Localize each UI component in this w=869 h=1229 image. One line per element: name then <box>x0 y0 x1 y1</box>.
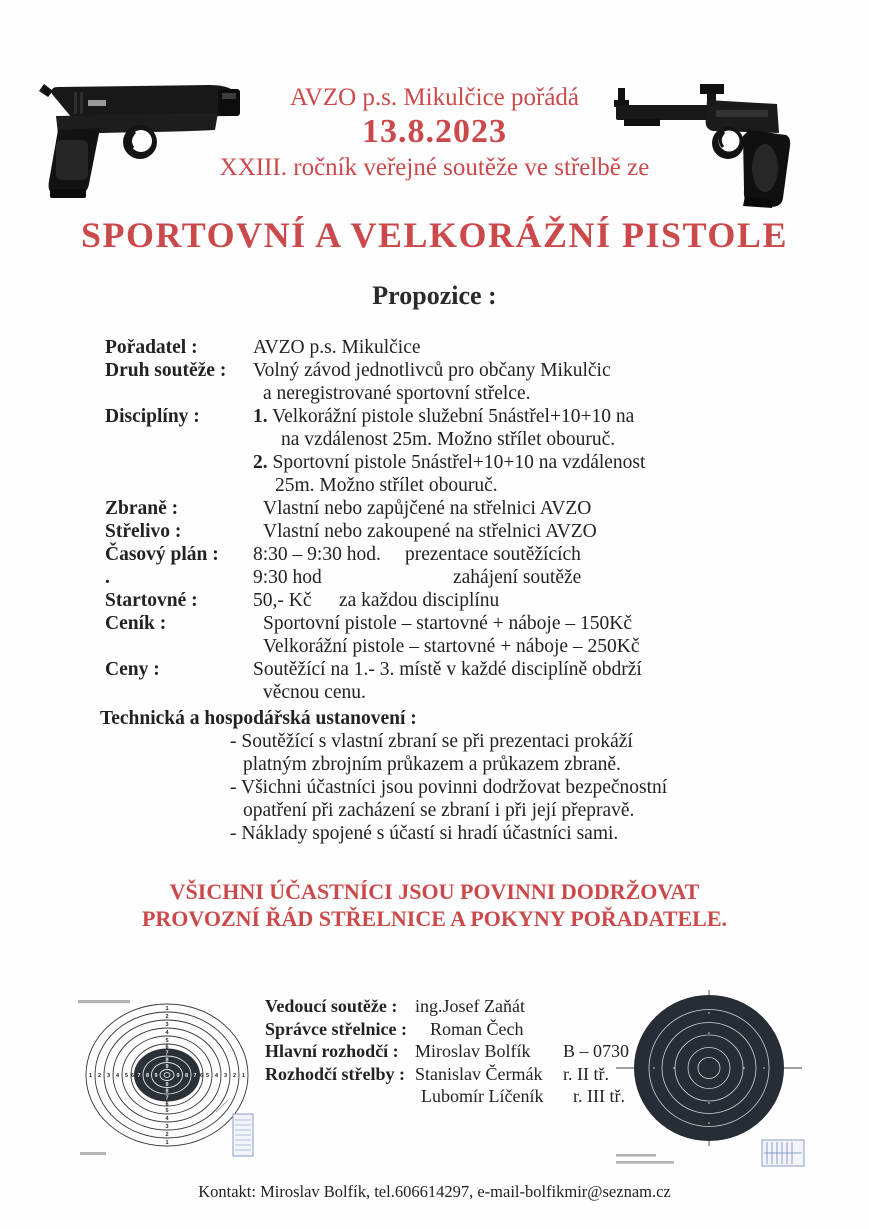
propositions-heading: Propozice : <box>372 281 497 310</box>
official-row: Správce střelnice : Roman Čech <box>265 1018 524 1039</box>
stamp-blue-right <box>762 1140 804 1166</box>
detail-row-strelivo <box>105 520 785 543</box>
detail-label: Disciplíny : <box>105 406 200 427</box>
pistol-target-image-right <box>612 988 810 1184</box>
detail-value: 25m. Možno střílet obouruč. <box>275 475 498 496</box>
svg-text:1: 1 <box>165 1006 169 1012</box>
detail-row-startovne <box>105 589 785 612</box>
technical-item: platným zbrojním průkazem a průkazem zbraně. <box>243 754 621 775</box>
svg-text:2: 2 <box>232 1073 237 1079</box>
detail-value: 1. Velkorážní pistole služební 5nástřel+10+10 na <box>253 406 635 427</box>
svg-text:8: 8 <box>165 1088 169 1095</box>
pistol-target-image-left <box>66 994 262 1166</box>
svg-text:9: 9 <box>154 1073 158 1079</box>
svg-text:5: 5 <box>165 1038 169 1044</box>
svg-text:3: 3 <box>223 1073 228 1079</box>
svg-text:9: 9 <box>176 1073 180 1079</box>
detail-label: . <box>105 567 110 588</box>
detail-value: Sportovní pistole – startovné + náboje – 150Kč <box>263 613 632 634</box>
detail-value: Soutěžící na 1.- 3. místě v každé disciplíně obdrží <box>253 659 642 680</box>
detail-value: na vzdálenost 25m. Možno střílet obouruč. <box>281 429 616 450</box>
detail-row-cenik <box>105 612 785 658</box>
official-row: Lubomír Líčeník r. III tř. <box>421 1086 625 1106</box>
detail-label: Ceník : <box>105 613 167 634</box>
detail-value: 9:30 hod zahájení soutěže <box>253 567 582 588</box>
warning-notice <box>0 878 869 932</box>
official-row: Rozhodčí střelby : Stanislav Čermák r. II tř. <box>265 1063 609 1084</box>
detail-value: Vlastní nebo zapůjčené na střelnici AVZO <box>263 498 592 519</box>
svg-text:5: 5 <box>165 1108 169 1114</box>
warning-line: VŠICHNI ÚČASTNÍCI JSOU POVINNI DODRŽOVAT <box>169 879 700 904</box>
svg-text:7: 7 <box>137 1073 141 1079</box>
detail-value: a neregistrované sportovní střelce. <box>263 383 531 404</box>
detail-value: Volný závod jednotlivců pro občany Mikulčic <box>253 360 611 381</box>
svg-text:8: 8 <box>145 1073 150 1079</box>
detail-label: Startovné : <box>105 590 198 611</box>
svg-text:3: 3 <box>165 1124 169 1130</box>
svg-text:7: 7 <box>165 1050 169 1057</box>
page-title: SPORTOVNÍ A VELKORÁŽNÍ PISTOLE <box>81 215 788 255</box>
svg-text:3: 3 <box>165 1022 169 1028</box>
warning-line: PROVOZNÍ ŘÁD STŘELNICE A POKYNY POŘADATELE. <box>141 906 728 931</box>
detail-label: Pořadatel : <box>105 337 198 358</box>
svg-text:6: 6 <box>199 1073 204 1079</box>
officials-list <box>265 995 629 1108</box>
detail-value: 2. Sportovní pistole 5nástřel+10+10 na vzdálenost <box>253 452 646 473</box>
svg-text:8: 8 <box>184 1073 189 1079</box>
detail-label: Střelivo : <box>105 521 182 542</box>
detail-value: AVZO p.s. Mikulčice <box>253 337 421 358</box>
detail-value: Velkorážní pistole – startovné + náboje – 250Kč <box>263 636 640 657</box>
details-list <box>105 336 785 704</box>
detail-row-ceny <box>105 658 785 704</box>
contact-line: Kontakt: Miroslav Bolfík, tel.606614297, e-mail-bolfikmir@seznam.cz <box>198 1182 671 1201</box>
svg-text:1: 1 <box>88 1073 93 1079</box>
detail-value: 8:30 – 9:30 hod. prezentace soutěžících <box>253 544 581 565</box>
detail-value: Vlastní nebo zakoupené na střelnici AVZO <box>263 521 597 542</box>
svg-text:4: 4 <box>165 1030 169 1036</box>
official-row: Hlavní rozhodčí : Miroslav Bolfík B – 0730 <box>265 1041 630 1061</box>
svg-text:4: 4 <box>115 1073 120 1079</box>
header <box>0 84 869 182</box>
technical-item: - Náklady spojené s účastí si hradí účastníci sami. <box>230 823 619 844</box>
detail-row-casovy-plan-2 <box>105 566 785 589</box>
detail-row-casovy-plan <box>105 543 785 566</box>
detail-label: Ceny : <box>105 659 160 680</box>
detail-row-zbrane <box>105 497 785 520</box>
technical-section <box>100 707 790 845</box>
svg-text:7: 7 <box>193 1073 197 1079</box>
technical-heading: Technická a hospodářská ustanovení : <box>100 708 417 729</box>
svg-text:5: 5 <box>124 1073 129 1079</box>
edition-line: XXIII. ročník veřejné soutěže ve střelbě ze <box>219 154 650 181</box>
detail-label: Zbraně : <box>105 498 179 519</box>
detail-label: Druh soutěže : <box>105 360 227 381</box>
svg-text:2: 2 <box>97 1073 102 1079</box>
svg-text:1: 1 <box>241 1073 246 1079</box>
detail-row-poradatel <box>105 336 785 359</box>
detail-row-discipliny <box>105 405 785 497</box>
detail-value: 50,- Kč za každou disciplínu <box>253 590 500 611</box>
organizer-line: AVZO p.s. Mikulčice pořádá <box>289 84 580 111</box>
svg-text:6: 6 <box>165 1044 169 1051</box>
detail-value: věcnou cenu. <box>263 682 366 703</box>
svg-text:4: 4 <box>214 1073 219 1079</box>
detail-label: Časový plán : <box>105 544 219 565</box>
technical-item: opatření při zacházení se zbraní i při její přepravě. <box>243 800 635 821</box>
svg-text:4: 4 <box>165 1116 169 1122</box>
svg-text:5: 5 <box>205 1073 210 1079</box>
svg-text:8: 8 <box>165 1057 169 1064</box>
event-date: 13.8.2023 <box>362 113 507 150</box>
svg-text:2: 2 <box>165 1014 169 1020</box>
detail-row-druh-souteze <box>105 359 785 405</box>
technical-item: - Soutěžící s vlastní zbraní se při prezentaci prokáží <box>230 731 633 752</box>
svg-text:2: 2 <box>165 1132 169 1138</box>
svg-text:6: 6 <box>165 1101 169 1108</box>
svg-text:7: 7 <box>165 1095 169 1102</box>
svg-text:9: 9 <box>165 1082 169 1088</box>
official-row: Vedoucí soutěže : ing.Josef Zaňát <box>265 996 525 1016</box>
svg-text:6: 6 <box>130 1073 135 1079</box>
stamp-blue-left <box>233 1114 253 1156</box>
svg-text:1: 1 <box>165 1140 169 1146</box>
technical-item: - Všichni účastníci jsou povinni dodržovat bezpečnostní <box>230 777 668 798</box>
svg-text:3: 3 <box>106 1073 111 1079</box>
svg-text:9: 9 <box>165 1064 169 1070</box>
